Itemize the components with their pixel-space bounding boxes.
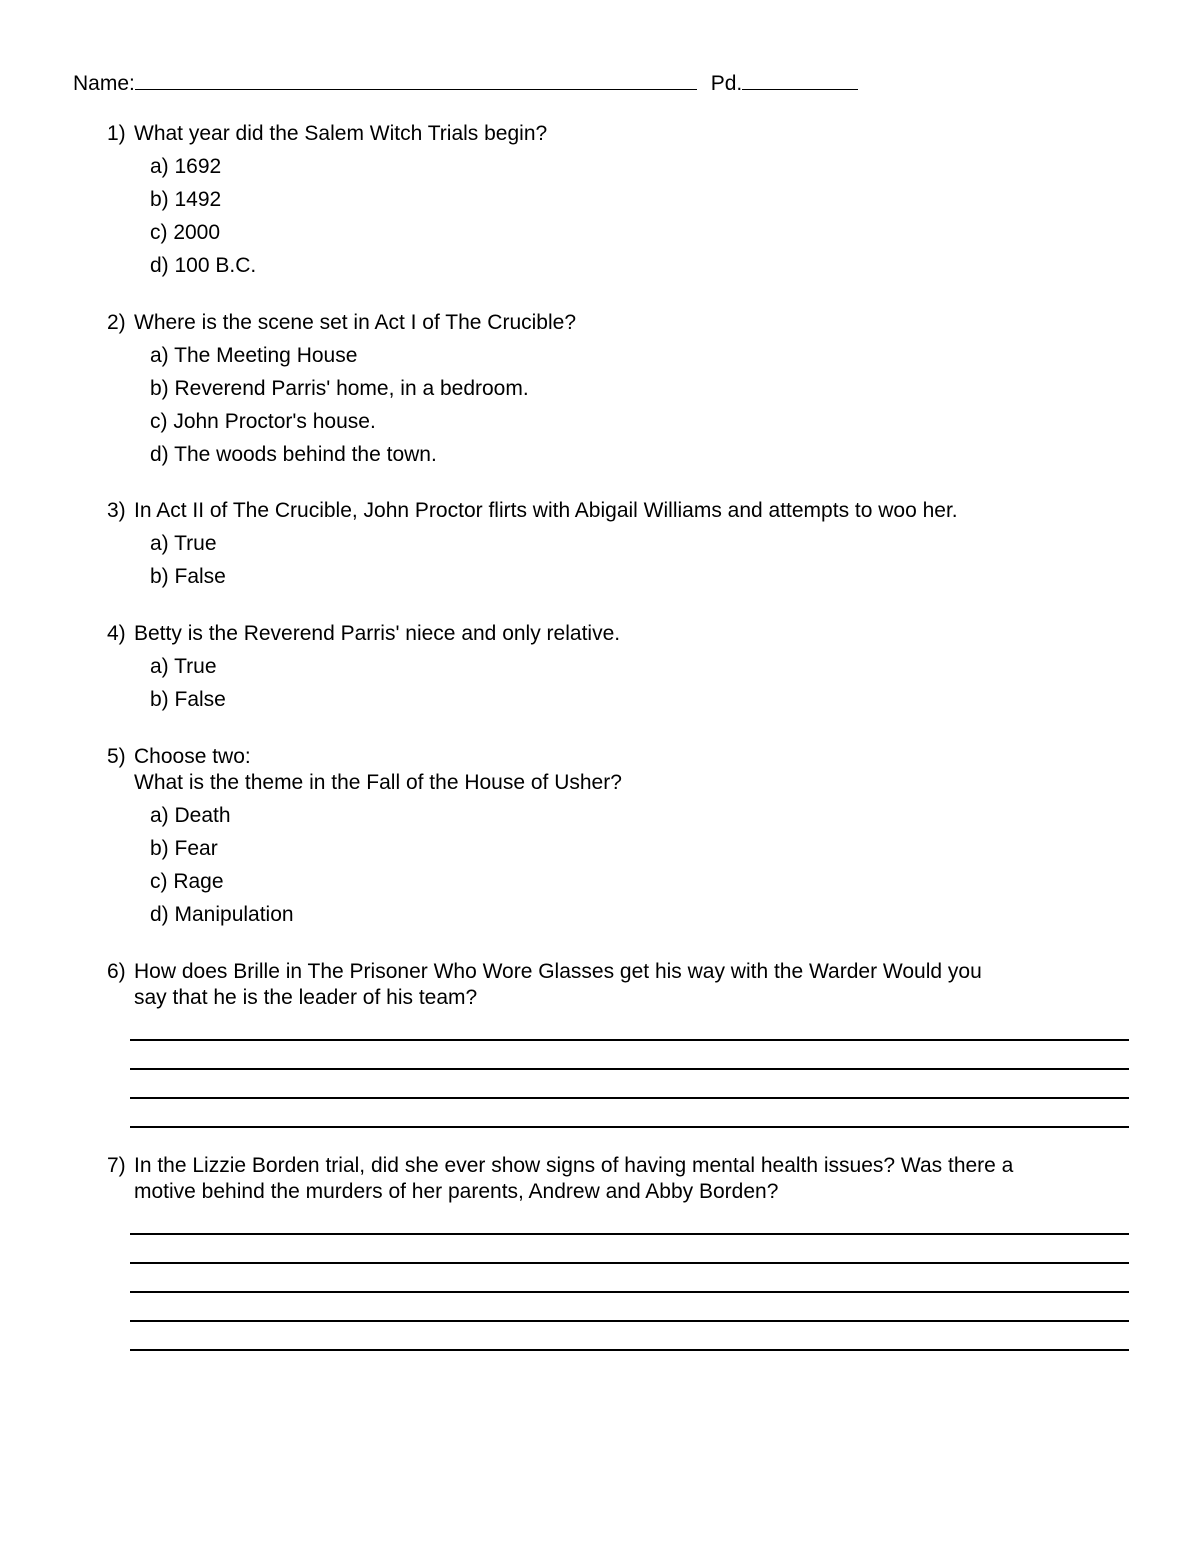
question-text: Choose two: (134, 745, 251, 768)
option-c: c) John Proctor's house. (150, 410, 376, 433)
option-a: a) 1692 (150, 155, 222, 178)
period-blank-line (742, 72, 858, 90)
name-label: Name: (73, 72, 135, 95)
answer-line[interactable] (130, 1262, 1129, 1264)
answer-line[interactable] (130, 1320, 1129, 1322)
question-number: 2) (107, 311, 126, 334)
option-a: a) Death (150, 804, 231, 827)
option-b: b) False (150, 565, 226, 588)
question-text-continued: say that he is the leader of his team? (134, 986, 478, 1009)
question-text: In the Lizzie Borden trial, did she ever show signs of having mental health issues? Was there a (134, 1154, 1014, 1177)
question-number: 7) (107, 1154, 126, 1177)
question-4 (107, 621, 620, 720)
answer-options (107, 654, 620, 720)
answer-line[interactable] (130, 1291, 1129, 1293)
question-number: 1) (107, 122, 126, 145)
question-number: 5) (107, 745, 126, 768)
answer-line[interactable] (130, 1097, 1129, 1099)
option-d: d) The woods behind the town. (150, 443, 437, 466)
question-number: 4) (107, 622, 126, 645)
question-number: 6) (107, 960, 126, 983)
answer-line[interactable] (130, 1349, 1129, 1351)
question-3 (107, 498, 958, 597)
answer-line[interactable] (130, 1233, 1129, 1235)
student-info-header (73, 72, 858, 94)
option-c: c) Rage (150, 870, 224, 893)
question-2 (107, 310, 576, 475)
question-5 (107, 744, 622, 935)
option-a: a) The Meeting House (150, 344, 358, 367)
answer-line[interactable] (130, 1068, 1129, 1070)
question-text: Betty is the Reverend Parris' niece and only relative. (134, 622, 621, 645)
period-label: Pd. (710, 72, 743, 95)
answer-options (107, 803, 622, 935)
option-b: b) Fear (150, 837, 218, 860)
option-a: a) True (150, 532, 217, 555)
answer-line[interactable] (130, 1039, 1129, 1041)
option-a: a) True (150, 655, 217, 678)
question-text-continued: motive behind the murders of her parents, Andrew and Abby Borden? (134, 1180, 779, 1203)
option-b: b) Reverend Parris' home, in a bedroom. (150, 377, 529, 400)
option-c: c) 2000 (150, 221, 221, 244)
question-7 (107, 1153, 1013, 1205)
question-1 (107, 121, 547, 286)
question-text: In Act II of The Crucible, John Proctor flirts with Abigail Williams and attempts to woo her. (134, 499, 958, 522)
option-b: b) False (150, 688, 226, 711)
question-text: How does Brille in The Prisoner Who Wore Glasses get his way with the Warder Would you (134, 960, 982, 983)
answer-options (107, 343, 576, 475)
name-blank-line (135, 72, 697, 90)
question-text: What year did the Salem Witch Trials begin? (134, 122, 548, 145)
question-text-continued: What is the theme in the Fall of the House of Usher? (134, 771, 622, 794)
option-b: b) 1492 (150, 188, 222, 211)
answer-options (107, 531, 958, 597)
question-6 (107, 959, 982, 1011)
question-text: Where is the scene set in Act I of The Crucible? (134, 311, 576, 334)
option-d: d) Manipulation (150, 903, 294, 926)
answer-line[interactable] (130, 1126, 1129, 1128)
answer-options (107, 154, 547, 286)
question-number: 3) (107, 499, 126, 522)
option-d: d) 100 B.C. (150, 254, 257, 277)
